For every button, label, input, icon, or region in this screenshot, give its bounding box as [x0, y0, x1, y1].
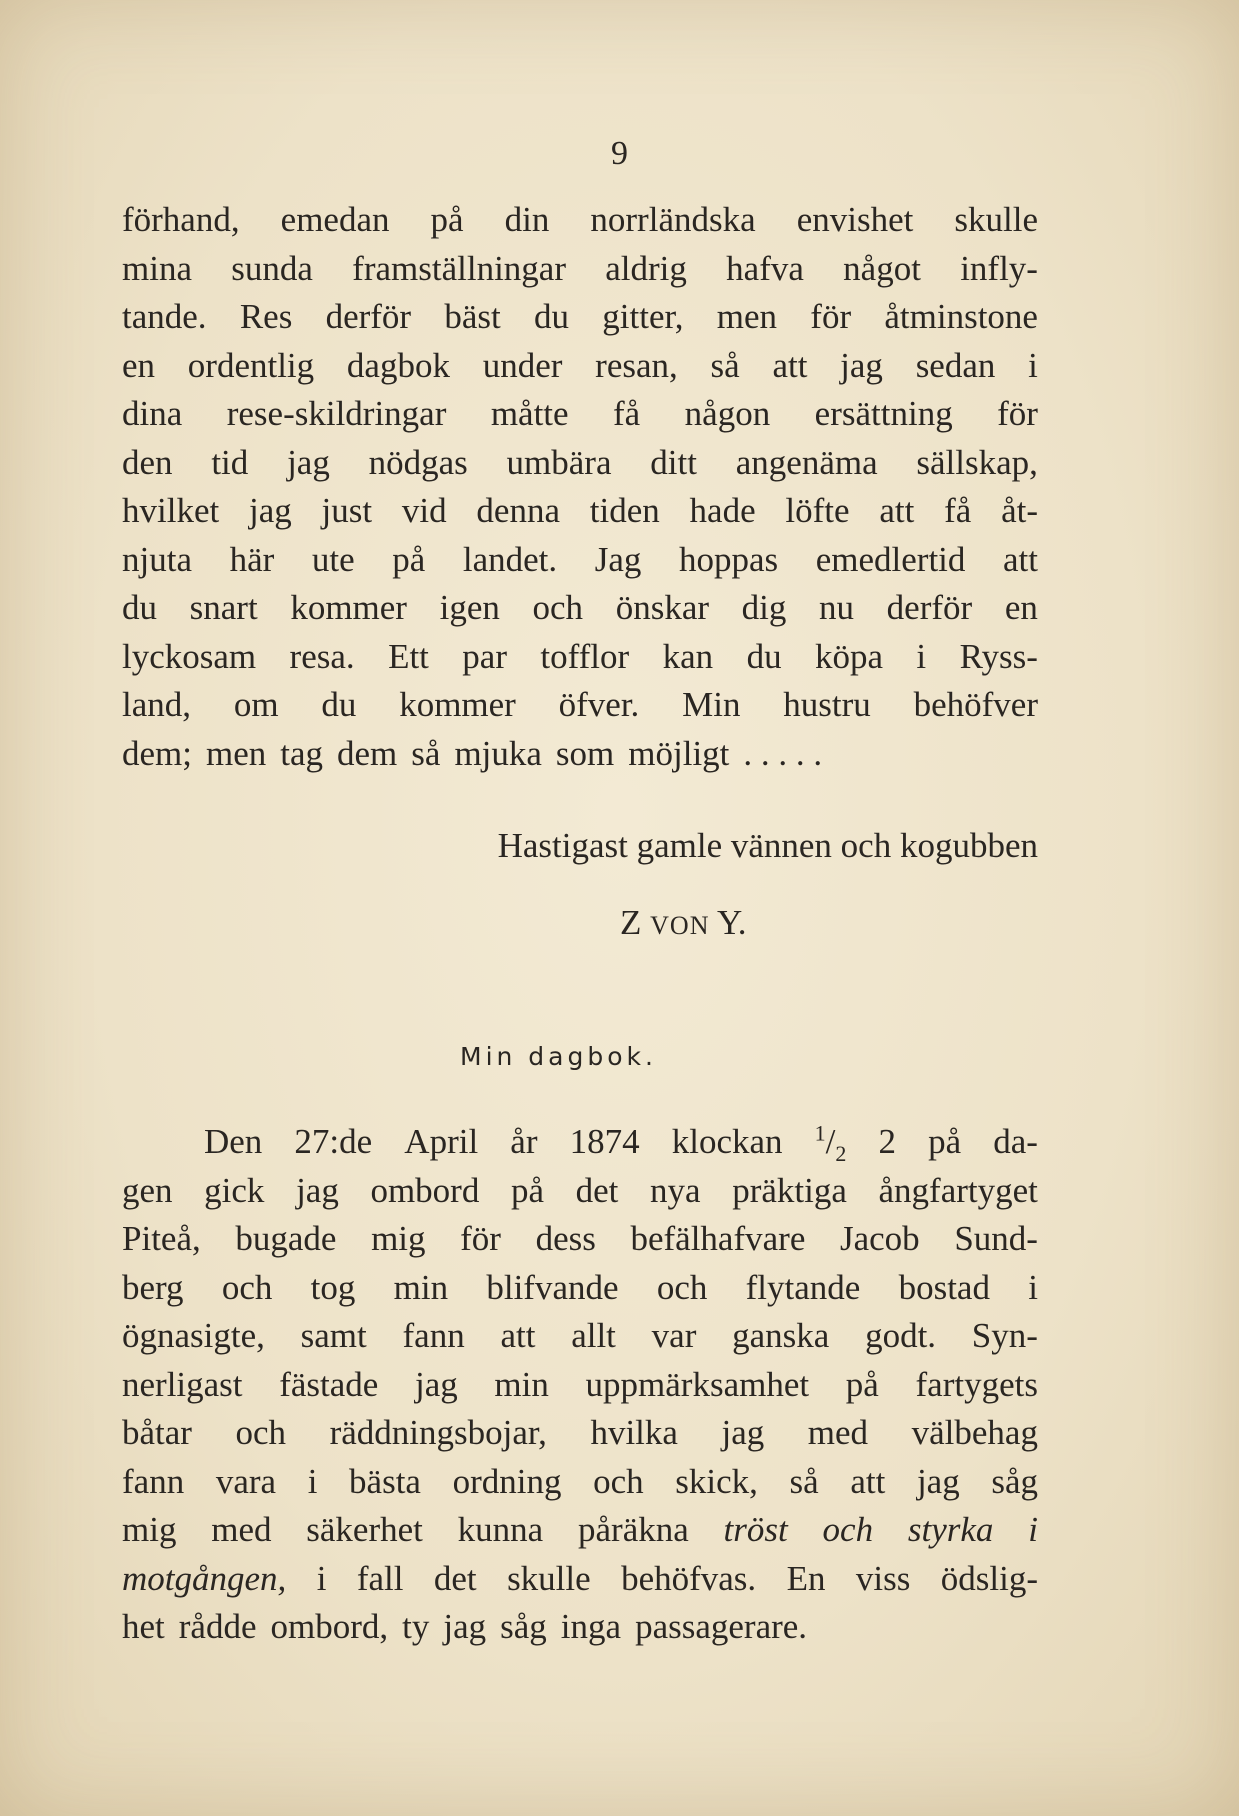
word: ganska: [732, 1316, 830, 1355]
word: berg: [122, 1267, 184, 1307]
word: sunda: [231, 248, 313, 288]
word: att: [1003, 539, 1038, 579]
word: jag: [414, 1364, 458, 1404]
word: jag: [916, 1461, 960, 1501]
word: Syn-: [971, 1316, 1038, 1355]
word: inga: [560, 1607, 622, 1646]
fraction-numerator: 1: [814, 1120, 826, 1146]
word: hustru: [783, 685, 871, 724]
word: just: [321, 491, 373, 530]
word: En: [786, 1558, 826, 1598]
text-line: [122, 439, 1038, 488]
word: under: [482, 345, 563, 385]
word: styrka: [907, 1510, 994, 1549]
word: sedan: [915, 345, 996, 385]
word: tog: [310, 1267, 356, 1307]
word: framställningar: [352, 248, 566, 288]
word: behöfver: [913, 685, 1038, 724]
word: du: [122, 588, 157, 627]
word: min: [494, 1364, 549, 1404]
word: aldrig: [605, 248, 687, 288]
word: angenäma: [735, 442, 878, 482]
word: med: [211, 1510, 272, 1549]
word: mig: [122, 1510, 177, 1549]
word: tande.: [122, 297, 207, 336]
word: derför: [325, 297, 412, 336]
word: jag: [296, 1170, 339, 1210]
word: här: [229, 539, 275, 579]
word: såg: [991, 1461, 1038, 1501]
letter-signoff: Hastigast gamle vännen och kogubben: [497, 826, 1038, 865]
word: att: [500, 1316, 536, 1355]
word: Res: [239, 297, 293, 336]
word: denna: [476, 491, 560, 530]
word: såg: [500, 1607, 547, 1646]
word: fartygets: [915, 1364, 1038, 1404]
word: Ett: [388, 636, 429, 676]
word: nerligast: [122, 1364, 243, 1404]
word: köpa: [814, 636, 884, 676]
word: hvilket: [122, 491, 220, 530]
word: behöfvas.: [621, 1558, 757, 1598]
word: tröst: [723, 1510, 788, 1549]
diary-paragraph: [122, 1118, 1038, 1652]
word: klockan: [671, 1122, 783, 1161]
word: njuta: [122, 539, 192, 579]
word: ångfartyget: [878, 1170, 1038, 1210]
word: i: [1028, 345, 1038, 385]
word: ditt: [650, 442, 697, 482]
text-line: [122, 1603, 1038, 1652]
text-line: [122, 1506, 1038, 1555]
word: i: [1028, 1267, 1038, 1307]
word: bästa: [349, 1461, 421, 1501]
word: umbära: [506, 442, 612, 482]
word: hafva: [726, 248, 804, 288]
word: så: [710, 345, 740, 385]
word: min: [393, 1267, 449, 1307]
word: tag: [280, 733, 324, 773]
word: på: [928, 1122, 962, 1161]
word: år: [510, 1122, 538, 1161]
word: en: [1004, 588, 1038, 627]
word: vid: [401, 491, 447, 530]
word: för: [997, 394, 1038, 433]
text-line: [122, 1555, 1038, 1604]
word: par: [462, 636, 507, 676]
word: mina: [122, 248, 192, 288]
word: hoppas: [679, 539, 779, 579]
word: resa.: [289, 636, 355, 676]
text-line: [122, 196, 1038, 245]
letter-paragraph: [122, 196, 1038, 778]
word: i: [916, 636, 927, 676]
word: lyckosam: [122, 636, 257, 676]
word: så: [789, 1461, 819, 1501]
word: jag: [443, 1607, 487, 1646]
word: fall: [356, 1558, 404, 1598]
word: dem: [337, 733, 398, 773]
word: kommer: [399, 685, 516, 724]
word: så: [411, 733, 441, 773]
word: och: [593, 1461, 644, 1501]
word: var: [651, 1316, 697, 1355]
word: skick,: [675, 1461, 758, 1501]
word: nya: [650, 1170, 701, 1210]
word: mig: [371, 1219, 426, 1258]
word: jag: [840, 345, 883, 385]
word: på: [845, 1364, 879, 1404]
word: ombord: [370, 1170, 480, 1210]
word: öfver.: [558, 685, 640, 724]
word: men: [716, 297, 778, 336]
word: tiden: [589, 491, 660, 530]
text-line: [122, 584, 1038, 633]
word: rådde: [178, 1607, 257, 1646]
word: . . . . .: [743, 733, 823, 773]
word: igen: [439, 588, 500, 627]
signature-initial: Z: [620, 903, 642, 942]
word: hade: [689, 491, 756, 530]
word: Jag: [594, 539, 642, 579]
word: präktiga: [732, 1170, 847, 1210]
word: dig: [741, 588, 787, 627]
text-line: [122, 487, 1038, 536]
word: jag: [721, 1413, 765, 1452]
word: i: [316, 1558, 327, 1598]
word: kommer: [290, 588, 407, 627]
word: den: [122, 442, 173, 482]
word: du: [534, 297, 570, 336]
word: motgången,: [122, 1558, 287, 1598]
word: att: [879, 491, 915, 530]
text-line: [122, 633, 1038, 682]
word: April: [404, 1122, 479, 1161]
word: mjuka: [454, 733, 542, 773]
word: uppmärksamhet: [585, 1364, 810, 1404]
word: om: [233, 685, 279, 724]
word: och: [822, 1510, 874, 1549]
word: da-: [993, 1122, 1038, 1161]
word: en: [122, 345, 156, 385]
word: samt: [300, 1316, 367, 1355]
text-line: [122, 536, 1038, 585]
word: dagbok: [346, 345, 450, 385]
text-line: [122, 390, 1038, 439]
word: dess: [535, 1219, 596, 1258]
word: bäst: [444, 297, 501, 336]
word: som: [555, 733, 615, 773]
word: bugade: [235, 1219, 337, 1258]
text-line: [122, 681, 1038, 730]
word: nödgas: [368, 442, 468, 482]
word: löfte: [785, 491, 850, 530]
word: flytande: [745, 1267, 861, 1307]
word: infly-: [960, 248, 1038, 288]
word: fann: [122, 1461, 185, 1501]
word: du: [321, 685, 357, 724]
word: snart: [189, 588, 258, 627]
word: kunna: [457, 1510, 544, 1549]
word: säkerhet: [306, 1510, 423, 1549]
text-line: [122, 293, 1038, 342]
word: het: [122, 1607, 165, 1646]
word: viss: [855, 1558, 911, 1598]
word: Sund-: [954, 1219, 1038, 1258]
word: derför: [886, 588, 973, 627]
word: måtte: [490, 394, 569, 433]
word: tofflor: [540, 636, 630, 676]
text-line: [122, 1312, 1038, 1361]
word: passagerare.: [635, 1607, 808, 1646]
word: bostad: [898, 1267, 990, 1307]
page-number: 9: [611, 135, 628, 172]
word: ombord,: [270, 1607, 389, 1646]
word: och: [532, 588, 584, 627]
word: befälhafvare: [630, 1219, 806, 1258]
word: tid: [211, 442, 249, 482]
word: åtminstone: [884, 297, 1038, 336]
word: med: [807, 1413, 869, 1452]
text-line: [122, 1215, 1038, 1264]
text-line: [122, 730, 1038, 779]
word: jag: [287, 442, 330, 482]
word: i: [1028, 1510, 1038, 1549]
word: Piteå,: [122, 1219, 201, 1258]
word: gick: [204, 1170, 265, 1210]
word: på: [392, 539, 426, 579]
word: godt.: [865, 1316, 937, 1355]
word: att: [850, 1461, 886, 1501]
word: på: [510, 1170, 545, 1210]
word: land,: [122, 685, 192, 724]
word: skulle: [507, 1558, 591, 1598]
text-line: [122, 1458, 1038, 1507]
word: jag: [249, 491, 292, 530]
word: resan,: [595, 345, 678, 385]
word: åt-: [1001, 491, 1038, 530]
text-line: [122, 1118, 1038, 1167]
text-line: [122, 342, 1038, 391]
word: få: [944, 491, 972, 530]
word: blifvande: [486, 1267, 619, 1307]
word: Ryss-: [959, 636, 1038, 676]
word: önskar: [615, 588, 710, 627]
word: Jacob: [839, 1219, 920, 1258]
text-line: [122, 1409, 1038, 1458]
word: någon: [684, 394, 771, 433]
word: ögnasigte,: [122, 1316, 265, 1355]
word: i: [307, 1461, 318, 1501]
section-heading: Min dagbok.: [460, 1042, 657, 1071]
signature-surname: Y.: [716, 903, 747, 942]
word: ordentlig: [187, 345, 315, 385]
word: nu: [819, 588, 855, 627]
word: rese-skildringar: [226, 394, 447, 433]
word: dem;: [122, 733, 192, 773]
text-line: [122, 1167, 1038, 1216]
word: och: [221, 1267, 273, 1307]
word: på: [430, 200, 464, 239]
word: kan: [662, 636, 714, 676]
word: gen: [122, 1170, 173, 1210]
word: du: [746, 636, 782, 676]
word: fästade: [279, 1364, 379, 1404]
text-line: [122, 1361, 1038, 1410]
word: 2: [878, 1122, 896, 1161]
word: skulle: [954, 200, 1038, 239]
word: emedan: [280, 200, 390, 239]
text-line: [122, 1264, 1038, 1313]
word: din: [504, 200, 550, 239]
word: 27:de: [294, 1122, 373, 1161]
fraction-denominator: 2: [835, 1141, 847, 1166]
word: välbehag: [911, 1413, 1038, 1452]
fraction-separator: /: [825, 1122, 836, 1161]
fraction: [815, 1118, 847, 1167]
word: för: [460, 1219, 501, 1258]
word: men: [205, 733, 267, 773]
word: envishet: [796, 200, 914, 239]
word: allt: [571, 1316, 616, 1355]
word: något: [843, 248, 921, 288]
word: ödslig-: [940, 1558, 1038, 1598]
word: sällskap,: [916, 442, 1038, 482]
word: ordning: [452, 1461, 562, 1501]
word: och: [656, 1267, 708, 1307]
word: hvilka: [590, 1413, 678, 1452]
word: det: [433, 1558, 477, 1598]
letter-signature: [620, 899, 746, 950]
word: ersättning: [814, 394, 953, 433]
word: 1874: [569, 1122, 640, 1161]
word: båtar: [122, 1413, 192, 1452]
word: Min: [682, 685, 741, 724]
word: räddningsbojar,: [329, 1413, 547, 1452]
word: landet.: [462, 539, 558, 579]
text-line: [122, 245, 1038, 294]
word: det: [575, 1170, 619, 1210]
word: påräkna: [578, 1510, 689, 1549]
word: dina: [122, 394, 183, 433]
word: förhand,: [122, 200, 240, 239]
word: gitter,: [602, 297, 684, 336]
word: att: [772, 345, 808, 385]
word: ute: [311, 539, 355, 579]
word: för: [810, 297, 852, 336]
word: norrländska: [590, 200, 756, 239]
word: fann: [402, 1316, 465, 1355]
word: och: [235, 1413, 287, 1452]
word: få: [613, 394, 641, 433]
word: emedlertid: [815, 539, 966, 579]
word: vara: [215, 1461, 277, 1501]
word: Den: [204, 1122, 263, 1161]
word: möjligt: [628, 733, 730, 773]
word: ty: [402, 1607, 430, 1646]
signature-particle: VON: [650, 911, 710, 940]
